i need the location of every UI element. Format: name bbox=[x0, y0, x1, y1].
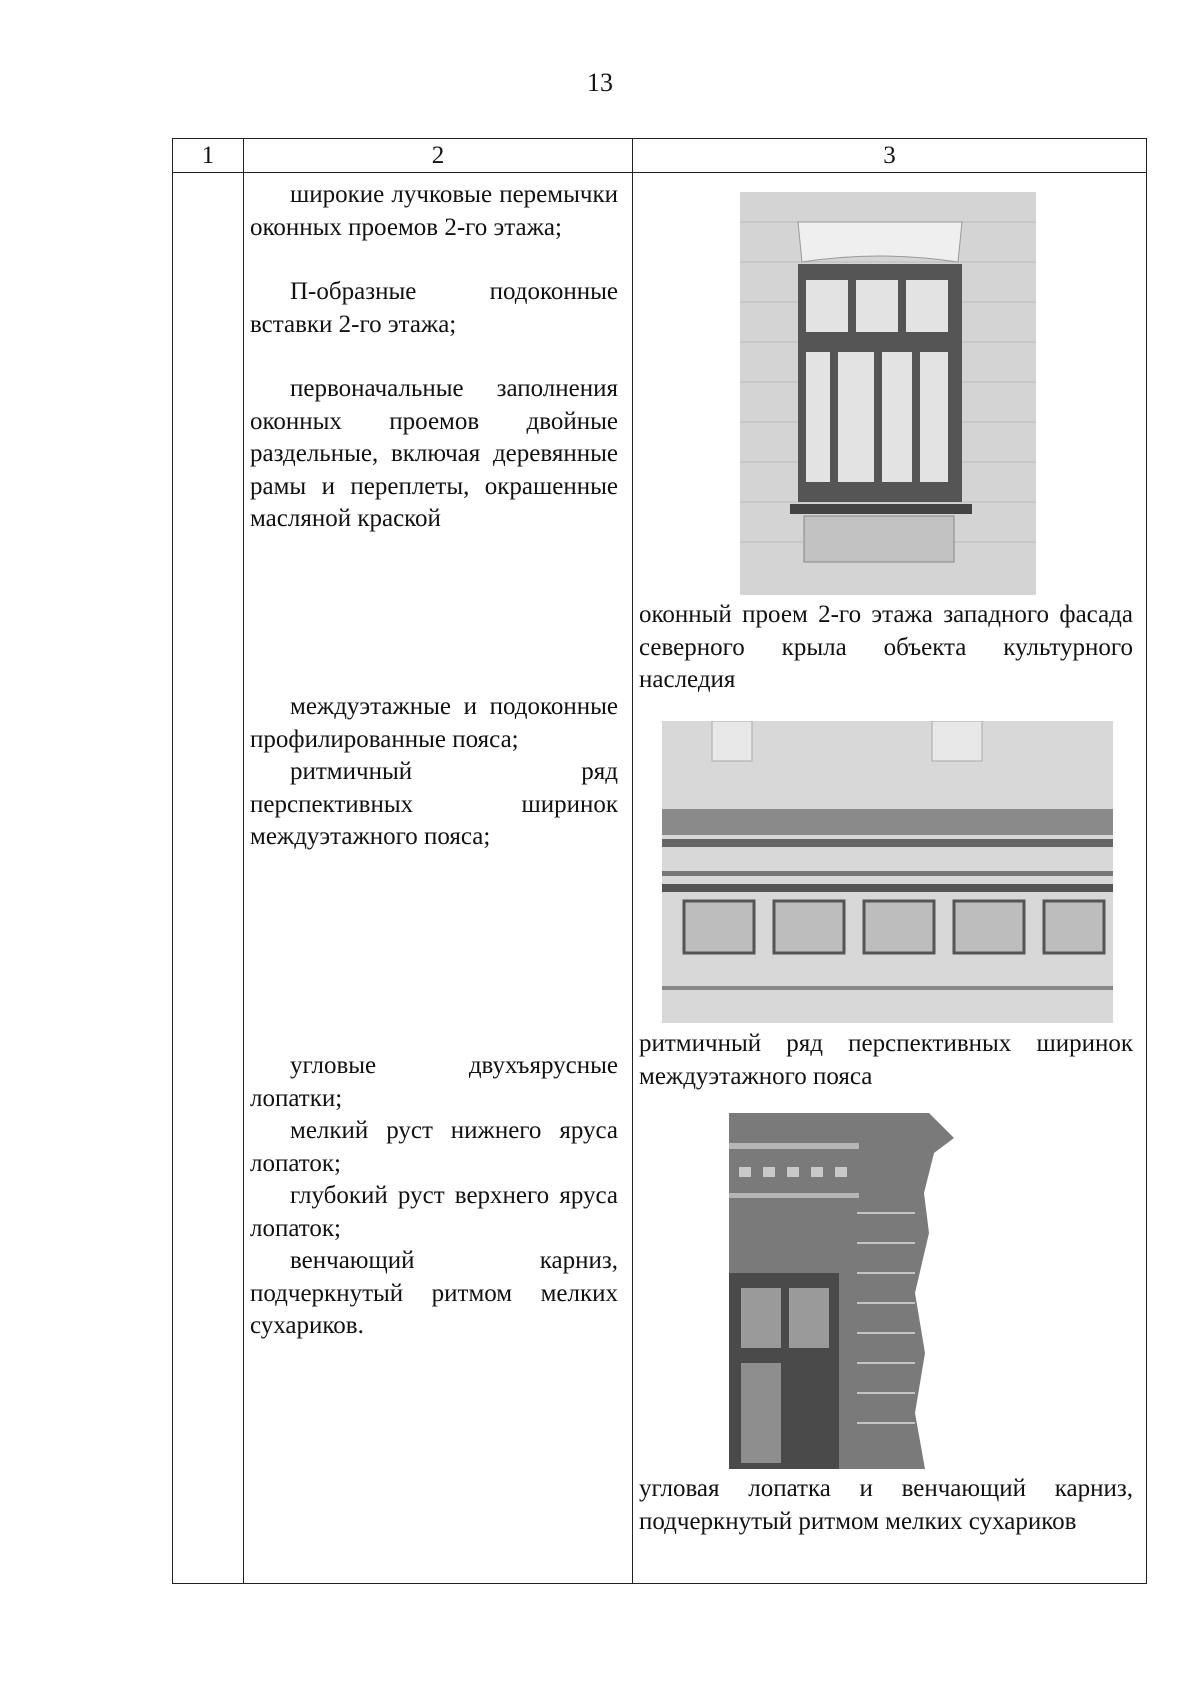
belt-panels-drawing bbox=[662, 721, 1113, 1023]
item-belts: междуэтажные и подоконные профилированные пояса; bbox=[250, 693, 618, 753]
heritage-elements-table bbox=[172, 138, 1147, 1584]
header-col-2: 2 bbox=[244, 139, 633, 173]
belt-panels-photo bbox=[662, 721, 1113, 1023]
item-panels: ритмичный ряд перспективных ширинок междуэтажного пояса; bbox=[250, 758, 618, 850]
item-deep-rustication: глубокий руст верхнего яруса лопаток; bbox=[250, 1182, 618, 1242]
item-window-fillings: первоначальные заполнения оконных проемов двойные раздельные, включая деревянные рамы и переплеты, окрашенные масляной краской bbox=[250, 375, 618, 532]
window-photo-drawing bbox=[740, 192, 1036, 595]
col-1-cell bbox=[173, 173, 244, 1584]
item-small-rustication: мелкий руст нижнего яруса лопаток; bbox=[250, 1117, 618, 1177]
header-col-1: 1 bbox=[173, 139, 244, 173]
window-photo bbox=[740, 192, 1036, 595]
table-body-row bbox=[173, 173, 1147, 1584]
caption-cornice: угловая лопатка и венчающий карниз, подчеркнутый ритмом мелких сухариков bbox=[639, 1475, 1133, 1535]
col-2-cell bbox=[244, 173, 633, 1584]
col-3-cell bbox=[633, 173, 1147, 1584]
item-sill-inserts: П-образные подоконные вставки 2-го этажа; bbox=[250, 278, 618, 338]
description-group-3 bbox=[250, 1050, 618, 1343]
item-cornice: венчающий карниз, подчеркнутый ритмом мелких сухариков. bbox=[250, 1247, 618, 1339]
cornice-photo bbox=[729, 1113, 969, 1469]
description-group-2 bbox=[250, 691, 618, 854]
caption-window: оконный проем 2-го этажа западного фасада северного крыла объекта культурного наследия bbox=[639, 601, 1133, 693]
header-col-3: 3 bbox=[633, 139, 1147, 173]
caption-belt: ритмичный ряд перспективных ширинок междуэтажного пояса bbox=[639, 1030, 1133, 1090]
item-lintels: широкие лучковые перемычки оконных проемов 2-го этажа; bbox=[250, 181, 618, 241]
item-pilasters: угловые двухъярусные лопатки; bbox=[250, 1052, 618, 1112]
table-header-row bbox=[173, 139, 1147, 173]
cornice-drawing bbox=[729, 1113, 969, 1469]
page-number: 13 bbox=[587, 68, 613, 97]
description-group-1 bbox=[250, 179, 618, 536]
